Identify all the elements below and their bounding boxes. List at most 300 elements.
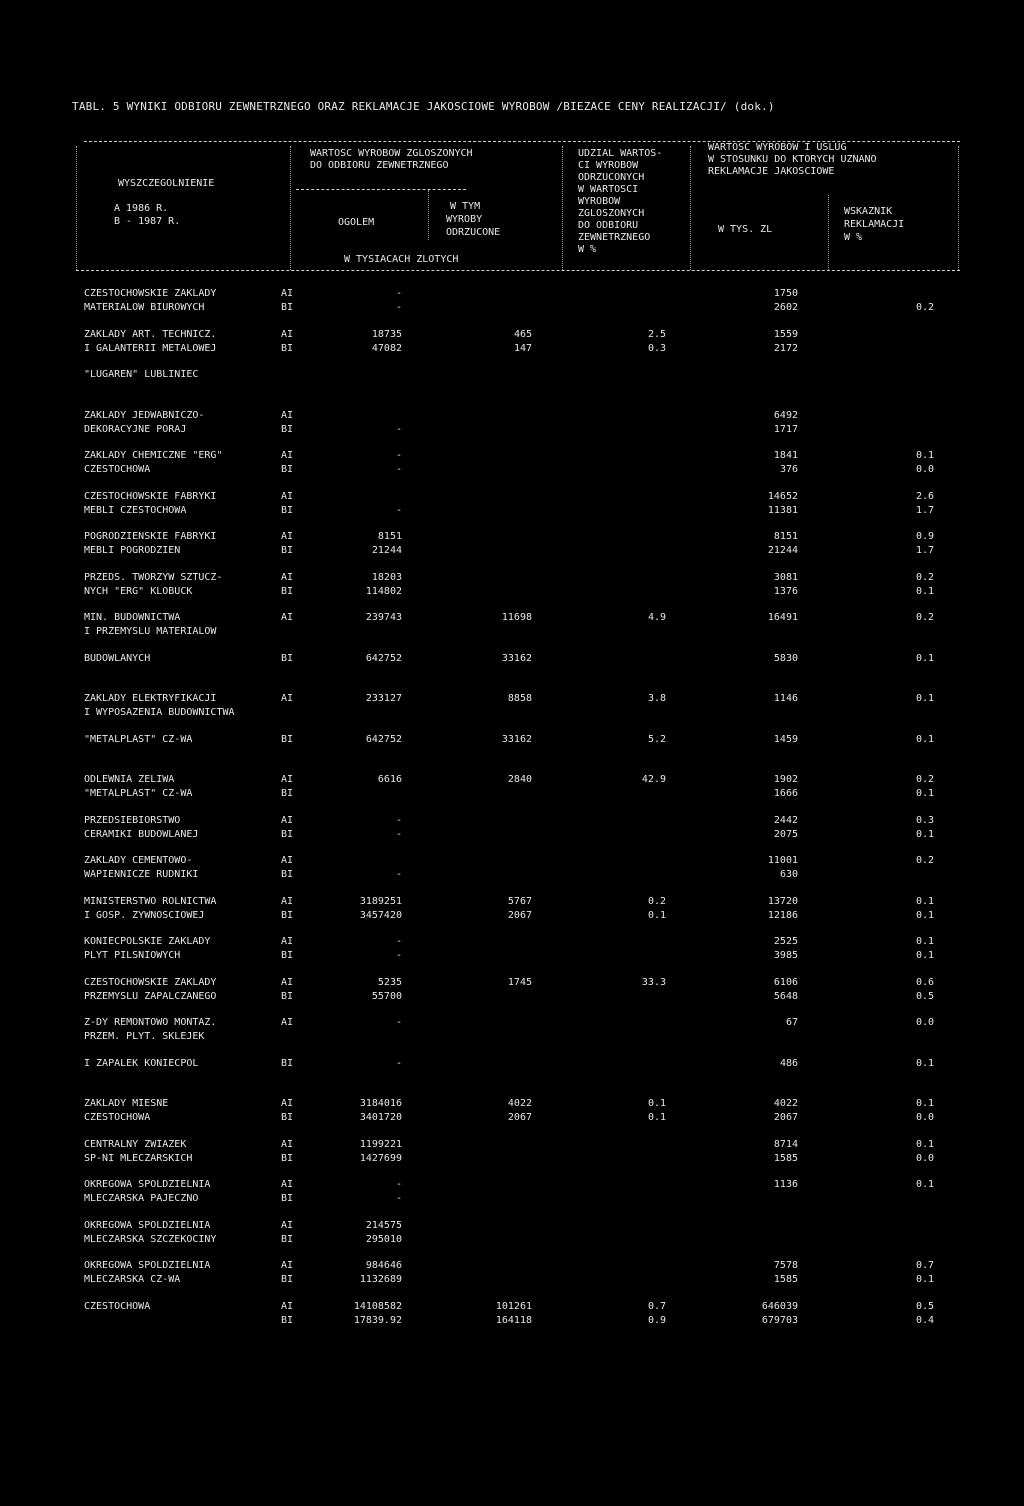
cell-code: BI: [281, 990, 294, 1002]
row-label: CZESTOCHOWA: [84, 1112, 151, 1123]
table-row-a: [0, 531, 1024, 544]
cell-tot: 1132689: [359, 1274, 402, 1285]
cell-idx: 0.5: [915, 1300, 934, 1312]
cell-val: 1376: [773, 585, 798, 597]
cell-code: AI: [281, 1098, 294, 1109]
cell-code: AI: [281, 774, 294, 785]
row-label: CZESTOCHOWSKIE ZAKLADY: [84, 976, 217, 988]
row-label: PLYT PILSNIOWYCH: [84, 950, 181, 961]
cell-idx: 0.1: [915, 788, 934, 799]
cell-pct: 33.3: [641, 976, 666, 988]
cell-tot: -: [395, 1179, 402, 1190]
row-label: CZESTOCHOWA: [84, 464, 151, 475]
cell-tot: -: [395, 423, 402, 435]
cell-idx: 0.2: [915, 774, 934, 785]
cell-code: BI: [281, 342, 294, 354]
table-row-b: [0, 991, 1024, 1004]
cell-idx: 0.1: [915, 1138, 934, 1150]
table-row-a: [0, 491, 1024, 504]
cell-val: 5830: [773, 652, 798, 664]
table-entry: [0, 283, 1024, 324]
table-row-b: [0, 1274, 1024, 1287]
table-row-a: [0, 1139, 1024, 1152]
row-label: MATERIALOW BIUROWYCH: [84, 302, 205, 313]
cell-code: BI: [281, 1314, 294, 1326]
table-row-b: [0, 788, 1024, 801]
cell-tot: 3184016: [359, 1098, 402, 1109]
table-entry: [0, 850, 1024, 891]
header-col4-line1: WARTOSC WYROBOW I USLUG: [708, 142, 847, 153]
row-label: CENTRALNY ZWIAZEK: [84, 1138, 187, 1150]
row-label: MLECZARSKA SZCZEKOCINY: [84, 1233, 217, 1245]
table-row-a: [0, 693, 1024, 706]
row-label: I GALANTERII METALOWEJ: [84, 342, 217, 354]
cell-code: BI: [281, 788, 294, 799]
cell-idx: 0.6: [915, 976, 934, 988]
row-label: CERAMIKI BUDOWLANEJ: [84, 828, 199, 840]
cell-idx: 0.5: [915, 990, 934, 1002]
header-col2-sub1: W TYM: [450, 201, 481, 212]
row-label: SP-NI MLECZARSKICH: [84, 1152, 193, 1164]
table-entry: [0, 1053, 1024, 1094]
table-entry: [0, 810, 1024, 851]
cell-tot: 6616: [377, 774, 402, 785]
cell-idx: 0.2: [915, 571, 934, 583]
table-row-a: [0, 977, 1024, 990]
row-label: MLECZARSKA CZ-WA: [84, 1274, 181, 1285]
row-label: BUDOWLANYCH: [84, 652, 151, 664]
cell-idx: 0.9: [915, 531, 934, 542]
cell-code: AI: [281, 976, 294, 988]
cell-tot: 642752: [365, 652, 402, 664]
table-entry: [0, 931, 1024, 972]
cell-tot: 5235: [377, 976, 402, 988]
table-row-b: [0, 343, 1024, 356]
cell-tot: 233127: [365, 693, 402, 704]
table-row-a: [0, 734, 1024, 747]
cell-pct: 42.9: [641, 774, 666, 785]
row-label: ODLEWNIA ZELIWA: [84, 774, 175, 785]
row-label: I PRZEMYSLU MATERIALOW: [84, 626, 217, 637]
row-label: KONIECPOLSKIE ZAKLADY: [84, 936, 211, 947]
table-entry: [0, 526, 1024, 567]
table-row-b: [0, 545, 1024, 558]
cell-val: 1717: [773, 423, 798, 435]
cell-val: 67: [785, 1017, 798, 1028]
row-label: I WYPOSAZENIA BUDOWNICTWA: [84, 707, 235, 718]
cell-val: 2172: [773, 342, 798, 354]
cell-val: 4022: [773, 1098, 798, 1109]
cell-val: 2075: [773, 828, 798, 840]
cell-rej: 1745: [507, 976, 532, 988]
table-row-b: [0, 626, 1024, 639]
header-col1-label: WYSZCZEGOLNIENIE: [118, 178, 215, 189]
cell-code: BI: [281, 1274, 294, 1285]
row-label: ZAKLADY ELEKTRYFIKACJI: [84, 693, 217, 704]
header-bottom-rule: [76, 270, 960, 271]
cell-idx: 0.0: [915, 1152, 934, 1164]
cell-code: BI: [281, 950, 294, 961]
table-row-b: [0, 1112, 1024, 1125]
cell-code: BI: [281, 909, 294, 921]
table-row-a: [0, 1058, 1024, 1071]
cell-tot: -: [395, 504, 402, 516]
cell-code: AI: [281, 490, 294, 502]
cell-code: BI: [281, 545, 294, 556]
table-row-b: [0, 869, 1024, 882]
cell-idx: 0.1: [915, 950, 934, 961]
cell-idx: 0.1: [915, 936, 934, 947]
cell-code: AI: [281, 1138, 294, 1150]
cell-code: BI: [281, 1152, 294, 1164]
cell-rej: 33162: [501, 733, 532, 745]
cell-idx: 0.1: [915, 585, 934, 597]
data-table: [0, 283, 1024, 1336]
cell-val: 3081: [773, 571, 798, 583]
cell-val: 2602: [773, 302, 798, 313]
cell-val: 8151: [773, 531, 798, 542]
cell-tot: 14108582: [353, 1300, 402, 1312]
cell-tot: -: [395, 814, 402, 826]
cell-val: 1459: [773, 733, 798, 745]
header-col3-line6: ZGLOSZONYCH: [578, 208, 645, 219]
table-row-a: [0, 1098, 1024, 1111]
cell-rej: 33162: [501, 652, 532, 664]
header-col2-sub2: WYROBY: [446, 214, 483, 225]
cell-tot: 17839.92: [353, 1314, 402, 1326]
row-label: ZAKLADY ART. TECHNICZ.: [84, 328, 217, 340]
cell-rej: 2840: [507, 774, 532, 785]
table-entry: [0, 891, 1024, 932]
cell-idx: 0.1: [915, 1098, 934, 1109]
cell-tot: -: [395, 288, 402, 299]
table-row-a: [0, 612, 1024, 625]
cell-rej: 5767: [507, 895, 532, 907]
cell-tot: -: [395, 869, 402, 880]
cell-tot: -: [395, 936, 402, 947]
cell-rej: 101261: [495, 1300, 532, 1312]
cell-rej: 4022: [507, 1098, 532, 1109]
cell-code: AI: [281, 693, 294, 704]
cell-pct: 0.2: [647, 895, 666, 907]
cell-code: AI: [281, 895, 294, 907]
cell-tot: 3457420: [359, 909, 402, 921]
header-col2-line2: DO ODBIORU ZEWNETRZNEGO: [310, 160, 449, 171]
table-row-b: [0, 302, 1024, 315]
cell-val: 12186: [767, 909, 798, 921]
cell-val: 1146: [773, 693, 798, 704]
table-row-b: [0, 1031, 1024, 1044]
cell-val: 1666: [773, 788, 798, 799]
cell-code: AI: [281, 531, 294, 542]
header-col3-line8: ZEWNETRZNEGO: [578, 232, 651, 243]
cell-code: BI: [281, 423, 294, 435]
cell-idx: 1.7: [915, 504, 934, 516]
table-entry: [0, 769, 1024, 810]
table-entry: [0, 972, 1024, 1013]
table-row-a: [0, 1260, 1024, 1273]
cell-tot: -: [395, 1057, 402, 1069]
table-row-a: [0, 572, 1024, 585]
cell-idx: 0.2: [915, 302, 934, 313]
cell-val: 13720: [767, 895, 798, 907]
cell-val: 2525: [773, 936, 798, 947]
header-col5-line2: REKLAMACJI: [844, 219, 905, 230]
cell-tot: -: [395, 464, 402, 475]
cell-val: 21244: [767, 545, 798, 556]
table-entry: [0, 364, 1024, 405]
table-entry: [0, 405, 1024, 446]
cell-code: BI: [281, 652, 294, 664]
cell-val: 11001: [767, 855, 798, 866]
cell-pct: 0.1: [647, 909, 666, 921]
row-label: PRZEMYSLU ZAPALCZANEGO: [84, 990, 217, 1002]
cell-pct: 5.2: [647, 733, 666, 745]
row-label: OKREGOWA SPOLDZIELNIA: [84, 1260, 211, 1271]
table-row-a: [0, 896, 1024, 909]
table-entry: [0, 1174, 1024, 1215]
cell-val: 2442: [773, 814, 798, 826]
table-row-b: [0, 424, 1024, 437]
cell-idx: 0.2: [915, 855, 934, 866]
row-label: I GOSP. ZYWNOSCIOWEJ: [84, 909, 205, 921]
cell-rej: 2067: [507, 1112, 532, 1123]
cell-tot: -: [395, 302, 402, 313]
cell-pct: 0.3: [647, 342, 666, 354]
col-divider-right: [958, 146, 959, 270]
cell-val: 7578: [773, 1260, 798, 1271]
cell-code: BI: [281, 869, 294, 880]
cell-idx: 0.1: [915, 733, 934, 745]
row-label: ZAKLADY CEMENTOWO-: [84, 855, 193, 866]
table-row-b: [0, 1153, 1024, 1166]
row-label: WAPIENNICZE RUDNIKI: [84, 869, 199, 880]
header-col2-total: OGOLEM: [338, 217, 375, 228]
col-divider-1: [290, 146, 291, 270]
row-label: POGRODZIENSKIE FABRYKI: [84, 531, 217, 542]
header-col2-unit: W TYSIACACH ZLOTYCH: [344, 254, 459, 265]
row-label: MEBLI CZESTOCHOWA: [84, 504, 187, 516]
table-row-a: [0, 936, 1024, 949]
cell-code: AI: [281, 288, 294, 299]
cell-code: AI: [281, 1300, 294, 1312]
cell-tot: 8151: [377, 531, 402, 542]
table-entry: [0, 1215, 1024, 1256]
cell-val: 486: [779, 1057, 798, 1069]
cell-tot: 18735: [371, 328, 402, 340]
cell-code: AI: [281, 814, 294, 826]
table-entry: [0, 1255, 1024, 1296]
cell-idx: 0.1: [915, 909, 934, 921]
row-label: Z-DY REMONTOWO MONTAZ.: [84, 1017, 217, 1028]
cell-code: AI: [281, 1219, 294, 1231]
cell-tot: 47082: [371, 342, 402, 354]
cell-val: 1559: [773, 328, 798, 340]
cell-pct: 0.7: [647, 1300, 666, 1312]
row-label: "METALPLAST" CZ-WA: [84, 788, 193, 799]
cell-val: 630: [779, 869, 798, 880]
table-entry: [0, 324, 1024, 365]
table-row-b: [0, 1072, 1024, 1085]
cell-code: AI: [281, 1179, 294, 1190]
cell-code: BI: [281, 828, 294, 840]
table-row-a: [0, 329, 1024, 342]
cell-tot: -: [395, 1193, 402, 1204]
table-row-b: [0, 1315, 1024, 1328]
row-label: MIN. BUDOWNICTWA: [84, 612, 181, 623]
table-row-b: [0, 1193, 1024, 1206]
col-divider-5: [828, 195, 829, 270]
header-col3-line4: W WARTOSCI: [578, 184, 639, 195]
cell-val: 646039: [761, 1300, 798, 1312]
cell-pct: 3.8: [647, 693, 666, 704]
cell-val: 11381: [767, 504, 798, 516]
header-col2-line1: WARTOSC WYROBOW ZGLOSZONYCH: [310, 148, 473, 159]
row-label: OKREGOWA SPOLDZIELNIA: [84, 1179, 211, 1190]
cell-idx: 0.2: [915, 612, 934, 623]
cell-idx: 0.1: [915, 895, 934, 907]
cell-rej: 147: [513, 342, 532, 354]
table-row-b: [0, 383, 1024, 396]
cell-idx: 0.0: [915, 1112, 934, 1123]
cell-rej: 11698: [501, 612, 532, 623]
cell-idx: 0.4: [915, 1314, 934, 1326]
table-row-b: [0, 707, 1024, 720]
cell-val: 3985: [773, 950, 798, 961]
cell-tot: 114802: [365, 585, 402, 597]
header-col5-line3: W %: [844, 232, 863, 243]
table-row-a: [0, 450, 1024, 463]
cell-pct: 4.9: [647, 612, 666, 623]
cell-tot: 3401720: [359, 1112, 402, 1123]
row-label: PRZEDS. TWORZYW SZTUCZ-: [84, 571, 223, 583]
row-label: MINISTERSTWO ROLNICTWA: [84, 895, 217, 907]
cell-pct: 0.1: [647, 1112, 666, 1123]
table-title: TABL. 5 WYNIKI ODBIORU ZEWNETRZNEGO ORAZ REKLAMACJE JAKOSCIOWE WYROBOW /BIEZACE CENY REALIZACJI/ (dok.): [72, 100, 775, 113]
cell-val: 5648: [773, 990, 798, 1002]
table-row-b: [0, 910, 1024, 923]
table-row-a: [0, 288, 1024, 301]
table-row-a: [0, 653, 1024, 666]
cell-idx: 0.1: [915, 1057, 934, 1069]
cell-idx: 0.1: [915, 828, 934, 840]
cell-val: 1585: [773, 1152, 798, 1164]
col2-sub-rule: [296, 189, 466, 190]
table-entry: [0, 1093, 1024, 1134]
header-col4-line3: REKLAMACJE JAKOSCIOWE: [708, 166, 835, 177]
cell-val: 6492: [773, 409, 798, 421]
row-label: ZAKLADY CHEMICZNE "ERG": [84, 450, 223, 461]
cell-tot: 1199221: [359, 1138, 402, 1150]
cell-code: BI: [281, 1193, 294, 1204]
table-row-a: [0, 1017, 1024, 1030]
row-label: CZESTOCHOWSKIE ZAKLADY: [84, 288, 217, 299]
cell-code: AI: [281, 450, 294, 461]
cell-idx: 2.6: [915, 490, 934, 502]
table-row-a: [0, 1220, 1024, 1233]
cell-code: BI: [281, 504, 294, 516]
cell-idx: 0.7: [915, 1260, 934, 1271]
cell-code: BI: [281, 1233, 294, 1245]
cell-tot: 3189251: [359, 895, 402, 907]
header-col5-line1: WSKAZNIK: [844, 206, 893, 217]
col-divider-4: [690, 146, 691, 270]
col-divider-2: [428, 190, 429, 240]
col-divider-3: [562, 146, 563, 270]
cell-code: AI: [281, 612, 294, 623]
row-label: MEBLI POGRODZIEN: [84, 545, 181, 556]
header-col3-line5: WYROBOW: [578, 196, 621, 207]
cell-val: 1750: [773, 288, 798, 299]
cell-val: 16491: [767, 612, 798, 623]
cell-code: AI: [281, 1017, 294, 1028]
cell-code: AI: [281, 936, 294, 947]
cell-idx: 0.0: [915, 1017, 934, 1028]
cell-code: BI: [281, 585, 294, 597]
table-entry: [0, 567, 1024, 608]
cell-tot: -: [395, 450, 402, 461]
cell-val: 6106: [773, 976, 798, 988]
table-entry: [0, 1134, 1024, 1175]
table-row-b: [0, 586, 1024, 599]
cell-code: BI: [281, 733, 294, 745]
table-entry: [0, 688, 1024, 729]
cell-code: BI: [281, 464, 294, 475]
header-col4-line2: W STOSUNKU DO KTORYCH UZNANO: [708, 154, 877, 165]
cell-idx: 0.1: [915, 1179, 934, 1190]
row-label: OKREGOWA SPOLDZIELNIA: [84, 1219, 211, 1231]
cell-pct: 0.9: [647, 1314, 666, 1326]
cell-code: AI: [281, 1260, 294, 1271]
cell-rej: 164118: [495, 1314, 532, 1326]
cell-rej: 465: [513, 328, 532, 340]
cell-idx: 1.7: [915, 545, 934, 556]
cell-val: 2067: [773, 1112, 798, 1123]
row-label: PRZEM. PLYT. SKLEJEK: [84, 1031, 205, 1042]
cell-tot: 1427699: [359, 1152, 402, 1164]
cell-tot: 55700: [371, 990, 402, 1002]
row-label: ZAKLADY MIESNE: [84, 1098, 169, 1109]
cell-code: AI: [281, 855, 294, 866]
table-row-a: [0, 1301, 1024, 1314]
header-col3-line1: UDZIAL WARTOS-: [578, 148, 663, 159]
header-col3-line9: W %: [578, 244, 597, 255]
table-row-a: [0, 410, 1024, 423]
header-year-a: A 1986 R.: [114, 203, 169, 214]
table-row-a: [0, 815, 1024, 828]
cell-val: 679703: [761, 1314, 798, 1326]
row-label: "LUGAREN" LUBLINIEC: [84, 369, 199, 380]
table-entry: [0, 648, 1024, 689]
table-row-b: [0, 1234, 1024, 1247]
cell-code: BI: [281, 1057, 294, 1069]
row-label: CZESTOCHOWSKIE FABRYKI: [84, 490, 217, 502]
row-label: MLECZARSKA PAJECZNO: [84, 1193, 199, 1204]
row-label: ZAKLADY JEDWABNICZO-: [84, 409, 205, 421]
cell-rej: 2067: [507, 909, 532, 921]
header-col2-sub3: ODRZUCONE: [446, 227, 501, 238]
cell-tot: 642752: [365, 733, 402, 745]
row-label: NYCH "ERG" KLOBUCK: [84, 585, 193, 597]
cell-pct: 0.1: [647, 1098, 666, 1109]
table-entry: [0, 1012, 1024, 1053]
cell-code: AI: [281, 328, 294, 340]
row-label: DEKORACYJNE PORAJ: [84, 423, 187, 435]
cell-code: BI: [281, 302, 294, 313]
table-row-b: [0, 464, 1024, 477]
col-divider-left: [76, 146, 77, 270]
cell-rej: 8858: [507, 693, 532, 704]
